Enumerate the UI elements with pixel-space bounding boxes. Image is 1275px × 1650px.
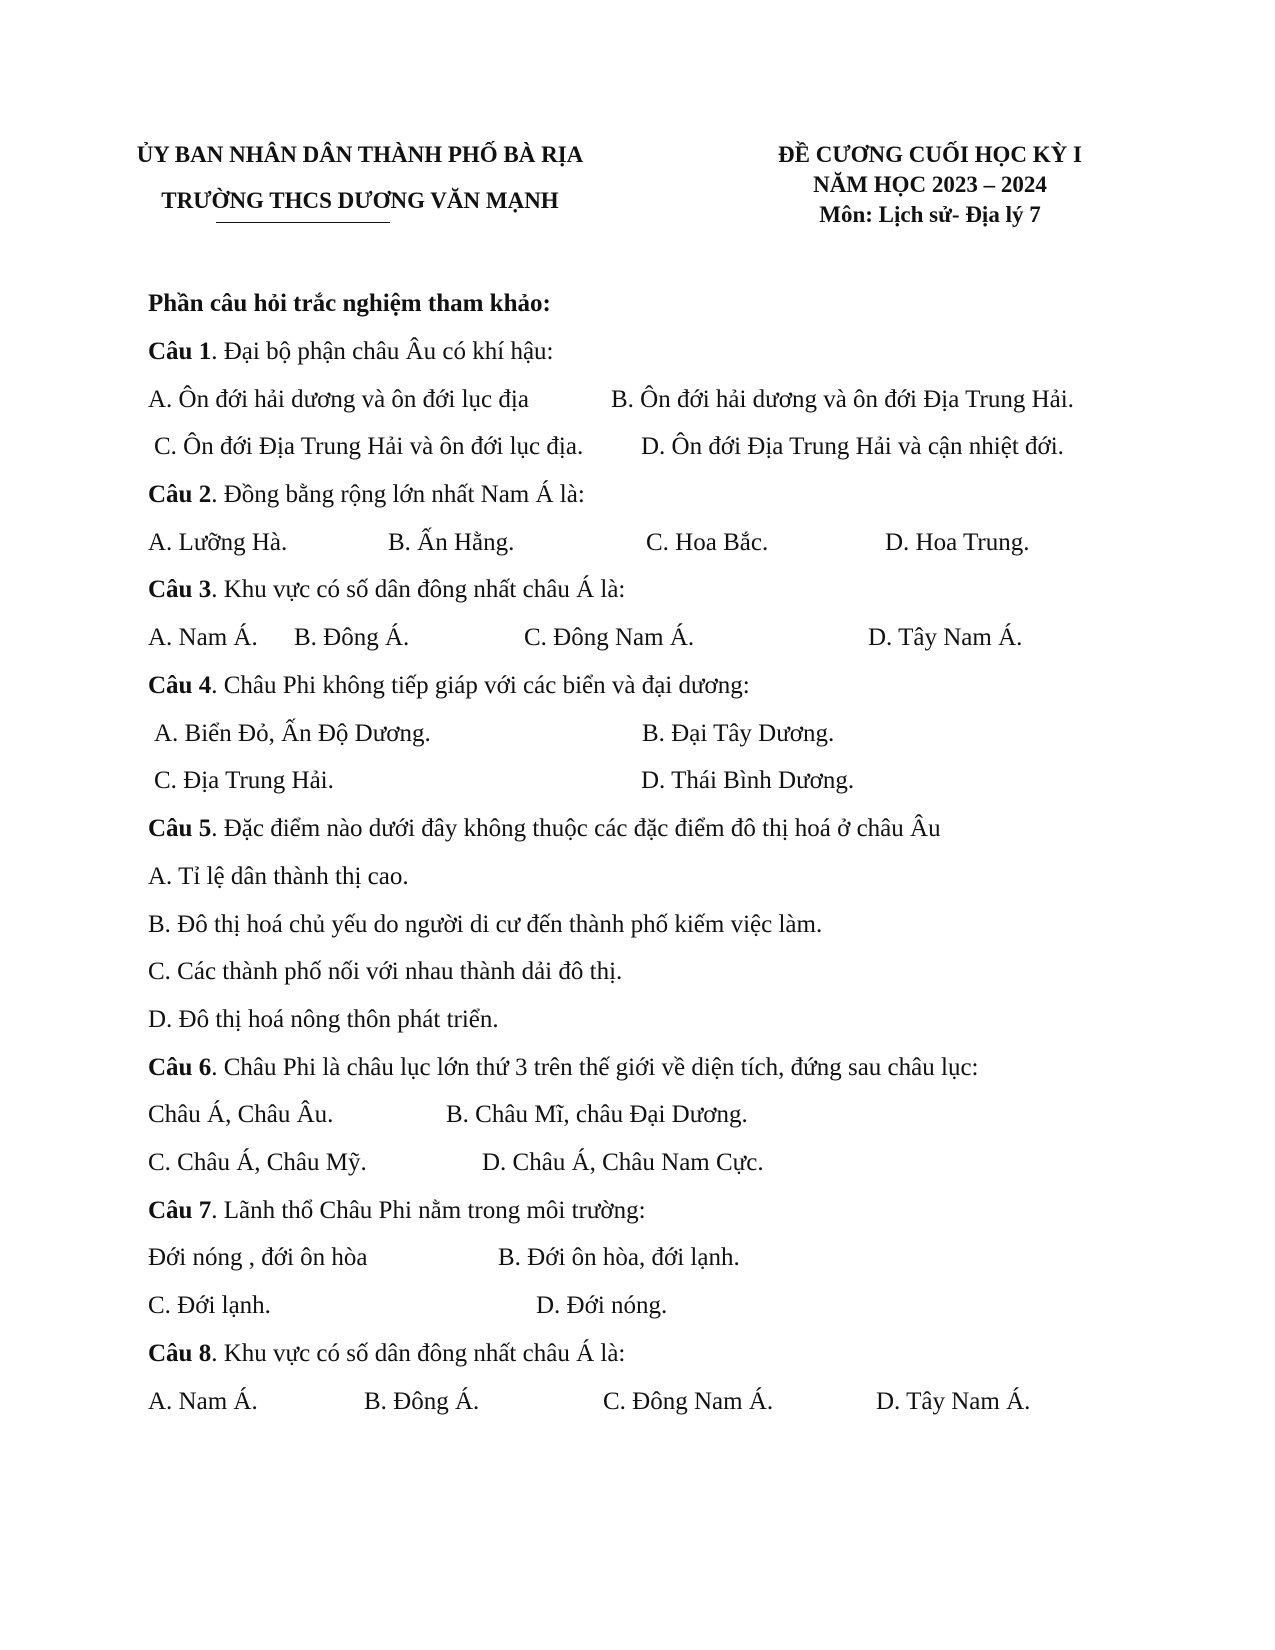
authority-name: ỦY BAN NHÂN DÂN THÀNH PHỐ BÀ RỊA — [136, 142, 584, 167]
option-a: Đới nóng , đới ôn hòa — [148, 1244, 368, 1271]
option-c: C. Đới lạnh. — [148, 1292, 271, 1319]
option-b: B. Đới ôn hòa, đới lạnh. — [498, 1244, 740, 1271]
question-label: Câu 1 — [148, 338, 212, 365]
question-text: . Đại bộ phận châu Âu có khí hậu: — [211, 338, 554, 365]
question-label: Câu 7 — [148, 1197, 212, 1224]
question-6 — [148, 1053, 978, 1083]
question-label: Câu 6 — [148, 1054, 212, 1081]
subject: Môn: Lịch sử- Địa lý 7 — [819, 202, 1041, 227]
school-name-underline — [216, 222, 390, 223]
option-a: A. Nam Á. — [148, 624, 258, 651]
option-c: C. Châu Á, Châu Mỹ. — [148, 1149, 367, 1176]
option-d: D. Thái Bình Dương. — [641, 767, 855, 794]
question-label: Câu 5 — [148, 815, 212, 842]
school-name: TRƯỜNG THCS DƯƠNG VĂN MẠNH — [161, 188, 559, 213]
option-c: C. Địa Trung Hải. — [154, 767, 334, 794]
option-a: A. Ôn đới hải dương và ôn đới lục địa — [148, 386, 529, 413]
option-c: C. Hoa Bắc. — [646, 529, 769, 556]
question-5 — [148, 814, 941, 844]
option-b: B. Đô thị hoá chủ yếu do người di cư đến thành phố kiếm việc làm. — [148, 911, 823, 938]
question-text: . Khu vực có số dân đông nhất châu Á là: — [211, 1340, 626, 1367]
option-a: A. Lưỡng Hà. — [148, 529, 288, 556]
question-label: Câu 4 — [148, 672, 212, 699]
question-text: . Khu vực có số dân đông nhất châu Á là: — [211, 576, 626, 603]
option-c: C. Đông Nam Á. — [524, 624, 695, 651]
option-d: D. Đô thị hoá nông thôn phát triển. — [148, 1006, 499, 1033]
question-label: Câu 8 — [148, 1340, 212, 1367]
option-a: A. Tỉ lệ dân thành thị cao. — [148, 863, 409, 890]
question-3 — [148, 575, 625, 605]
option-b: B. Đông Á. — [364, 1388, 480, 1415]
option-a: A. Biển Đỏ, Ấn Độ Dương. — [154, 720, 431, 747]
question-text: . Lãnh thổ Châu Phi nằm trong môi trường: — [211, 1197, 646, 1224]
question-text: . Đồng bằng rộng lớn nhất Nam Á là: — [211, 481, 585, 508]
option-d: D. Ôn đới Địa Trung Hải và cận nhiệt đới. — [641, 433, 1064, 460]
question-label: Câu 3 — [148, 576, 212, 603]
question-text: . Châu Phi không tiếp giáp với các biển và đại dương: — [211, 672, 750, 699]
section-title: Phần câu hỏi trắc nghiệm tham khảo: — [148, 290, 551, 317]
option-c: C. Ôn đới Địa Trung Hải và ôn đới lục địa. — [154, 433, 584, 460]
option-b: B. Đại Tây Dương. — [642, 720, 835, 747]
option-b: B. Đông Á. — [294, 624, 410, 651]
question-label: Câu 2 — [148, 481, 212, 508]
question-1 — [148, 337, 554, 367]
question-text: . Châu Phi là châu lục lớn thứ 3 trên thế giới về diện tích, đứng sau châu lục: — [211, 1054, 979, 1081]
option-d: D. Châu Á, Châu Nam Cực. — [482, 1149, 764, 1176]
school-year: NĂM HỌC 2023 – 2024 — [813, 172, 1047, 197]
option-b: B. Châu Mĩ, châu Đại Dương. — [446, 1101, 748, 1128]
option-d: D. Đới nóng. — [536, 1292, 668, 1319]
question-7 — [148, 1196, 646, 1226]
question-8 — [148, 1339, 625, 1369]
option-d: D. Tây Nam Á. — [868, 624, 1023, 651]
option-a: A. Nam Á. — [148, 1388, 258, 1415]
option-d: D. Tây Nam Á. — [876, 1388, 1031, 1415]
question-text: . Đặc điểm nào dưới đây không thuộc các đặc điểm đô thị hoá ở châu Âu — [211, 815, 941, 842]
option-d: D. Hoa Trung. — [885, 529, 1030, 556]
option-c: C. Đông Nam Á. — [603, 1388, 774, 1415]
option-c: C. Các thành phố nối với nhau thành dải đô thị. — [148, 958, 623, 985]
option-b: B. Ấn Hằng. — [388, 529, 515, 556]
option-b: B. Ôn đới hải dương và ôn đới Địa Trung Hải. — [611, 386, 1074, 413]
option-a: Châu Á, Châu Âu. — [148, 1101, 334, 1128]
question-4 — [148, 671, 750, 701]
document-title: ĐỀ CƯƠNG CUỐI HỌC KỲ I — [778, 142, 1082, 167]
question-2 — [148, 480, 585, 510]
